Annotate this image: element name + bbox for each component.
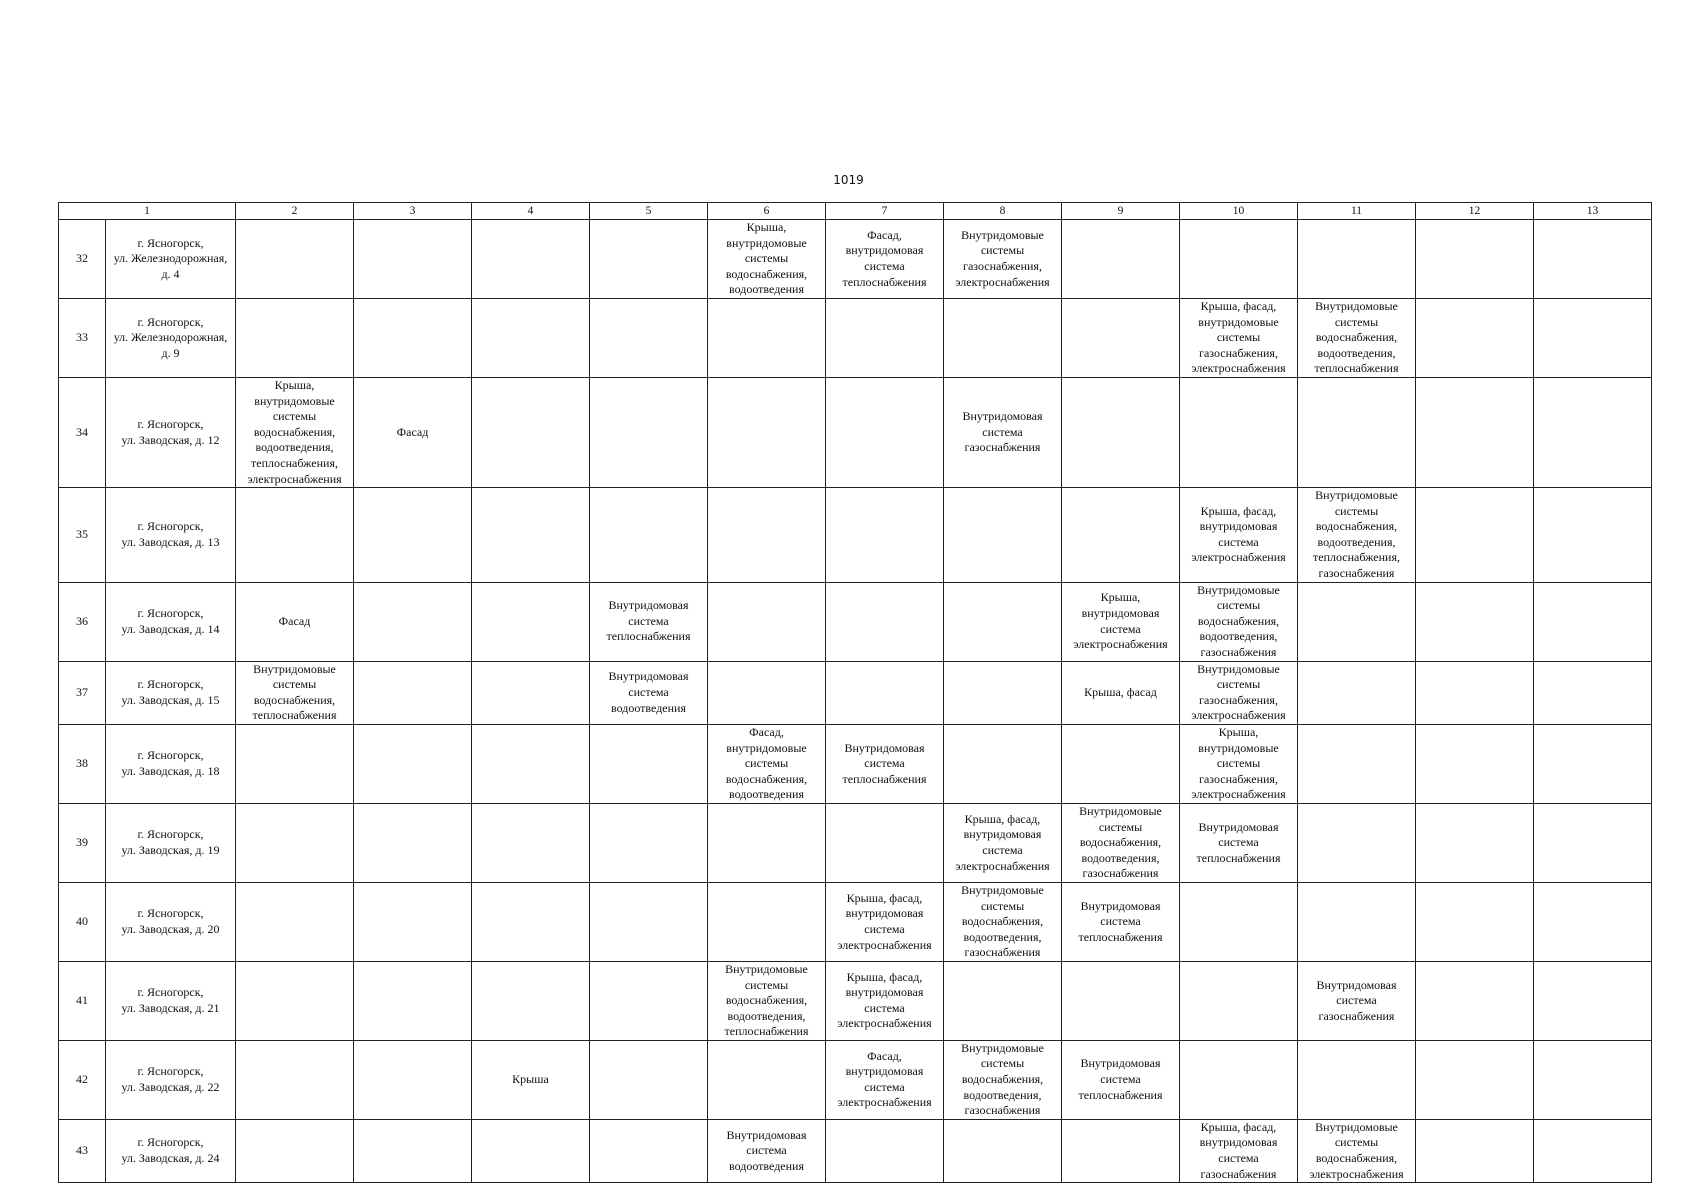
address-cell <box>106 220 236 299</box>
work-cell <box>826 725 944 804</box>
work-cell <box>944 298 1062 377</box>
work-cell <box>944 882 1062 961</box>
address-text: г. Ясногорск, ул. Железнодорожная, д. 4 <box>113 235 228 281</box>
work-cell <box>472 1119 590 1182</box>
column-number-row <box>59 203 1652 220</box>
work-cell <box>354 220 472 299</box>
work-cell <box>472 377 590 487</box>
row-number-cell: 33 <box>59 298 106 377</box>
row-number-cell: 37 <box>59 661 106 724</box>
address-text: г. Ясногорск, ул. Заводская, д. 13 <box>121 519 220 549</box>
work-text: Внутридомовая система теплоснабжения <box>1078 1056 1163 1102</box>
table-row <box>59 882 1652 961</box>
address-cell <box>106 961 236 1040</box>
work-cell <box>236 488 354 583</box>
work-cell <box>944 220 1062 299</box>
address-cell <box>106 1040 236 1119</box>
work-text: Крыша <box>512 1072 549 1087</box>
work-cell <box>590 725 708 804</box>
work-text: Фасад, внутридомовая система электроснабжения <box>837 1048 932 1110</box>
work-cell <box>1534 961 1652 1040</box>
work-cell <box>1298 377 1416 487</box>
address-text: г. Ясногорск, ул. Заводская, д. 24 <box>121 1135 220 1166</box>
address-cell <box>106 582 236 661</box>
column-number-header: 8 <box>944 203 1062 220</box>
table-row <box>59 961 1652 1040</box>
work-cell <box>944 582 1062 661</box>
address-cell <box>106 488 236 583</box>
work-cell <box>708 298 826 377</box>
work-text: Внутридомовые системы водоснабжения, водоотведения, теплоснабжения <box>1314 298 1399 376</box>
table-row <box>59 1040 1652 1119</box>
row-number-cell: 32 <box>59 220 106 299</box>
work-cell <box>472 661 590 724</box>
work-cell <box>354 488 472 583</box>
address-text: г. Ясногорск, ул. Заводская, д. 15 <box>121 677 220 707</box>
address-text: г. Ясногорск, ул. Заводская, д. 20 <box>121 906 220 936</box>
work-cell <box>354 725 472 804</box>
work-text: Внутридомовые системы водоснабжения, водоотведения, газоснабжения <box>1197 582 1280 660</box>
work-cell <box>354 1040 472 1119</box>
work-cell <box>1062 961 1180 1040</box>
work-cell <box>1062 582 1180 661</box>
work-cell <box>590 377 708 487</box>
work-cell <box>1534 1119 1652 1182</box>
work-cell <box>1180 1040 1298 1119</box>
work-cell <box>1298 582 1416 661</box>
work-cell <box>590 488 708 583</box>
work-cell <box>1180 661 1298 724</box>
work-cell <box>1180 725 1298 804</box>
work-cell <box>1534 377 1652 487</box>
work-cell <box>236 220 354 299</box>
address-text: г. Ясногорск, ул. Заводская, д. 12 <box>121 416 220 447</box>
work-cell <box>472 1040 590 1119</box>
work-cell <box>1416 488 1534 583</box>
work-cell <box>1298 725 1416 804</box>
column-number-header: 6 <box>708 203 826 220</box>
work-cell <box>1298 961 1416 1040</box>
work-cell <box>1534 488 1652 583</box>
work-cell <box>1180 298 1298 377</box>
work-text: Внутридомовая система теплоснабжения <box>1196 819 1281 865</box>
work-cell <box>236 1040 354 1119</box>
work-cell <box>1062 725 1180 804</box>
work-text: Внутридомовая система водоотведения <box>608 669 689 715</box>
work-cell <box>236 1119 354 1182</box>
work-cell <box>1180 377 1298 487</box>
work-cell <box>1416 1119 1534 1182</box>
work-text: Крыша, внутридомовая система электроснабжения <box>1073 590 1168 652</box>
work-cell <box>236 377 354 487</box>
work-cell <box>236 725 354 804</box>
work-cell <box>826 1040 944 1119</box>
work-text: Крыша, фасад <box>1084 685 1157 700</box>
row-number-cell: 34 <box>59 377 106 487</box>
column-number-header: 2 <box>236 203 354 220</box>
address-cell <box>106 803 236 882</box>
work-cell <box>1062 488 1180 583</box>
work-cell <box>1180 488 1298 583</box>
row-number-cell: 38 <box>59 725 106 804</box>
table-row <box>59 725 1652 804</box>
row-number-cell: 35 <box>59 488 106 583</box>
work-cell <box>1416 377 1534 487</box>
work-cell <box>1416 582 1534 661</box>
work-cell <box>590 661 708 724</box>
work-cell <box>1416 661 1534 724</box>
work-cell <box>708 961 826 1040</box>
table-row <box>59 377 1652 487</box>
table-row <box>59 661 1652 724</box>
work-cell <box>1534 1040 1652 1119</box>
table-row <box>59 1119 1652 1182</box>
table-row <box>59 803 1652 882</box>
address-text: г. Ясногорск, ул. Заводская, д. 14 <box>121 606 220 636</box>
work-cell <box>1062 220 1180 299</box>
work-cell <box>236 961 354 1040</box>
work-cell <box>354 377 472 487</box>
work-text: Крыша, фасад, внутридомовая система электроснабжения <box>1191 503 1286 565</box>
work-cell <box>944 803 1062 882</box>
work-text: Внутридомовая система теплоснабжения <box>1078 898 1163 944</box>
row-number-cell: 43 <box>59 1119 106 1182</box>
work-text: Внутридомовые системы водоснабжения, водоотведения, газоснабжения <box>961 882 1044 960</box>
work-text: Внутридомовые системы водоснабжения, водоотведения, газоснабжения <box>1079 803 1162 881</box>
work-cell <box>354 1119 472 1182</box>
work-cell <box>472 582 590 661</box>
address-cell <box>106 298 236 377</box>
work-cell <box>236 298 354 377</box>
work-cell <box>354 882 472 961</box>
work-cell <box>354 803 472 882</box>
work-cell <box>1416 803 1534 882</box>
address-cell <box>106 882 236 961</box>
work-cell <box>1534 298 1652 377</box>
work-text: Фасад <box>278 613 311 628</box>
work-cell <box>826 377 944 487</box>
column-number-header: 12 <box>1416 203 1534 220</box>
work-cell <box>236 882 354 961</box>
table-row <box>59 298 1652 377</box>
work-cell <box>708 661 826 724</box>
work-cell <box>708 1040 826 1119</box>
work-cell <box>708 220 826 299</box>
work-text: Внутридомовая система теплоснабжения <box>606 598 691 644</box>
work-cell <box>944 488 1062 583</box>
address-text: г. Ясногорск, ул. Заводская, д. 18 <box>121 748 220 778</box>
work-cell <box>708 582 826 661</box>
page-number: 1019 <box>833 173 864 187</box>
work-cell <box>1180 582 1298 661</box>
table-body <box>59 203 1652 1183</box>
work-cell <box>1062 1119 1180 1182</box>
work-cell <box>1534 882 1652 961</box>
work-cell <box>1062 377 1180 487</box>
work-cell <box>1180 220 1298 299</box>
work-cell <box>826 488 944 583</box>
work-cell <box>1298 220 1416 299</box>
work-text: Крыша, фасад, внутридомовая система электроснабжения <box>955 811 1050 873</box>
work-cell <box>826 661 944 724</box>
work-cell <box>236 803 354 882</box>
work-cell <box>1062 1040 1180 1119</box>
row-number-cell: 42 <box>59 1040 106 1119</box>
work-cell <box>708 803 826 882</box>
work-cell <box>236 582 354 661</box>
work-cell <box>1416 1040 1534 1119</box>
work-cell <box>1180 1119 1298 1182</box>
work-cell <box>1062 298 1180 377</box>
work-text: Фасад, внутридомовая система теплоснабжения <box>842 227 927 289</box>
work-cell <box>1298 803 1416 882</box>
column-number-header: 11 <box>1298 203 1416 220</box>
work-cell <box>236 661 354 724</box>
work-text: Крыша, фасад, внутридомовая система электроснабжения <box>837 969 932 1031</box>
work-cell <box>590 582 708 661</box>
work-cell <box>826 803 944 882</box>
work-cell <box>1534 725 1652 804</box>
work-cell <box>708 377 826 487</box>
column-number-header: 9 <box>1062 203 1180 220</box>
work-cell <box>1298 882 1416 961</box>
work-cell <box>1062 661 1180 724</box>
work-cell <box>944 725 1062 804</box>
work-cell <box>1298 488 1416 583</box>
work-cell <box>472 220 590 299</box>
address-cell <box>106 1119 236 1182</box>
work-cell <box>1416 298 1534 377</box>
column-number-header: 4 <box>472 203 590 220</box>
table-row <box>59 488 1652 583</box>
work-cell <box>826 1119 944 1182</box>
work-cell <box>708 1119 826 1182</box>
work-text: Внутридомовая система газоснабжения <box>962 409 1043 455</box>
work-text: Внутридомовая система водоотведения <box>726 1127 807 1173</box>
work-text: Внутридомовые системы водоснабжения, водоотведения, теплоснабжения <box>724 961 809 1039</box>
work-text: Крыша, фасад, внутридомовые системы газоснабжения, электроснабжения <box>1191 298 1286 376</box>
work-text: Внутридомовые системы водоснабжения, водоотведения, теплоснабжения, газоснабжения <box>1313 488 1400 581</box>
work-cell <box>1534 582 1652 661</box>
work-text: Крыша, фасад, внутридомовая система газоснабжения <box>1199 1119 1278 1181</box>
work-text: Крыша, внутридомовые системы газоснабжения, электроснабжения <box>1191 725 1286 802</box>
work-cell <box>826 220 944 299</box>
work-cell <box>1416 882 1534 961</box>
work-cell <box>1416 961 1534 1040</box>
work-cell <box>1298 661 1416 724</box>
work-text: Внутридомовые системы газоснабжения, электроснабжения <box>955 227 1050 289</box>
address-text: г. Ясногорск, ул. Заводская, д. 21 <box>121 985 220 1015</box>
work-text: Внутридомовые системы водоснабжения, водоотведения, газоснабжения <box>961 1040 1044 1118</box>
address-cell <box>106 661 236 724</box>
work-cell <box>472 298 590 377</box>
column-number-header: 7 <box>826 203 944 220</box>
work-cell <box>1298 1040 1416 1119</box>
address-cell <box>106 725 236 804</box>
work-cell <box>1180 803 1298 882</box>
work-cell <box>590 882 708 961</box>
work-text: Внутридомовая система газоснабжения <box>1316 977 1397 1023</box>
work-cell <box>354 661 472 724</box>
work-cell <box>1416 725 1534 804</box>
work-text: Внутридомовые системы газоснабжения, электроснабжения <box>1191 661 1286 723</box>
column-number-header: 13 <box>1534 203 1652 220</box>
work-cell <box>826 961 944 1040</box>
work-cell <box>1298 298 1416 377</box>
work-cell <box>354 582 472 661</box>
row-number-cell: 36 <box>59 582 106 661</box>
repair-schedule-table <box>58 202 1652 1183</box>
work-cell <box>590 961 708 1040</box>
work-text: Крыша, внутридомовые системы водоснабжения, водоотведения <box>725 220 808 297</box>
work-cell <box>590 1040 708 1119</box>
work-cell <box>1416 220 1534 299</box>
address-cell <box>106 377 236 487</box>
work-cell <box>944 1119 1062 1182</box>
work-cell <box>826 298 944 377</box>
work-cell <box>1534 661 1652 724</box>
work-cell <box>472 803 590 882</box>
work-cell <box>708 725 826 804</box>
work-text: Внутридомовые системы водоснабжения, теплоснабжения <box>252 661 337 723</box>
work-cell <box>826 882 944 961</box>
work-text: Фасад <box>396 424 429 439</box>
work-cell <box>590 803 708 882</box>
work-cell <box>944 661 1062 724</box>
work-cell <box>944 961 1062 1040</box>
work-cell <box>1062 882 1180 961</box>
address-text: г. Ясногорск, ул. Железнодорожная, д. 9 <box>113 314 228 360</box>
work-cell <box>944 377 1062 487</box>
address-text: г. Ясногорск, ул. Заводская, д. 19 <box>121 827 220 857</box>
row-number-cell: 41 <box>59 961 106 1040</box>
work-text: Внутридомовая система теплоснабжения <box>842 740 927 786</box>
row-number-cell: 40 <box>59 882 106 961</box>
column-number-header: 5 <box>590 203 708 220</box>
column-number-header: 3 <box>354 203 472 220</box>
column-number-header: 10 <box>1180 203 1298 220</box>
work-cell <box>472 725 590 804</box>
work-text: Внутридомовые системы водоснабжения, электроснабжения <box>1309 1119 1404 1181</box>
address-text: г. Ясногорск, ул. Заводская, д. 22 <box>121 1064 220 1094</box>
work-cell <box>826 582 944 661</box>
work-cell <box>354 298 472 377</box>
work-cell <box>590 1119 708 1182</box>
work-cell <box>1534 803 1652 882</box>
work-cell <box>1180 961 1298 1040</box>
work-cell <box>472 882 590 961</box>
work-cell <box>1180 882 1298 961</box>
work-cell <box>1298 1119 1416 1182</box>
work-cell <box>708 882 826 961</box>
work-cell <box>590 298 708 377</box>
work-text: Фасад, внутридомовые системы водоснабжения, водоотведения <box>725 725 808 802</box>
work-cell <box>472 488 590 583</box>
work-cell <box>354 961 472 1040</box>
work-text: Крыша, фасад, внутридомовая система электроснабжения <box>837 890 932 952</box>
column-number-header: 1 <box>59 203 236 220</box>
work-cell <box>590 220 708 299</box>
work-cell <box>944 1040 1062 1119</box>
table-row <box>59 220 1652 299</box>
work-cell <box>1062 803 1180 882</box>
work-cell <box>1534 220 1652 299</box>
table-row <box>59 582 1652 661</box>
work-cell <box>708 488 826 583</box>
row-number-cell: 39 <box>59 803 106 882</box>
work-cell <box>472 961 590 1040</box>
work-text: Крыша, внутридомовые системы водоснабжения, водоотведения, теплоснабжения, электроснабжения <box>247 377 342 486</box>
